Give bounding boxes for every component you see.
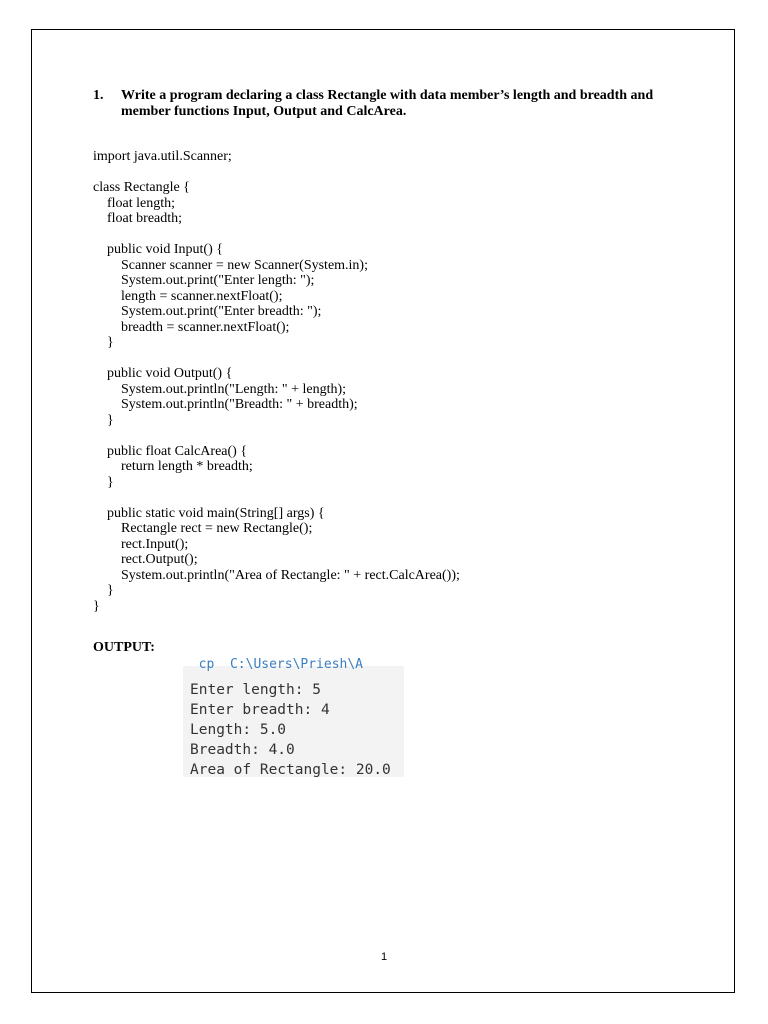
code-line	[93, 165, 693, 181]
question-text: Write a program declaring a class Rectangle with data member’s length and breadth and member functions Input, Output and CalcArea.	[121, 88, 654, 119]
code-line	[93, 351, 693, 367]
code-line: rect.Input();	[93, 536, 189, 552]
code-line	[93, 428, 693, 444]
output-heading: OUTPUT:	[93, 640, 155, 655]
code-line: Rectangle rect = new Rectangle();	[93, 521, 313, 536]
code-line: class Rectangle {	[93, 180, 190, 195]
code-line	[93, 227, 693, 243]
code-line: public void Input() {	[93, 242, 223, 257]
code-line: }	[93, 583, 114, 598]
code-line: System.out.print("Enter breadth: ");	[93, 304, 322, 319]
code-line: public static void main(String[] args) {	[93, 505, 325, 521]
code-line: }	[93, 474, 114, 490]
code-line: public void Output() {	[93, 366, 233, 381]
question-number: 1.	[93, 88, 104, 103]
code-block	[93, 149, 693, 614]
code-line: System.out.print("Enter length: ");	[93, 273, 315, 288]
code-line: import java.util.Scanner;	[93, 149, 232, 164]
question	[93, 88, 683, 119]
code-line	[93, 490, 693, 506]
code-line: rect.Output();	[93, 552, 198, 567]
page-number: 1	[380, 951, 388, 963]
console-output-line: Length: 5.0	[190, 722, 287, 738]
code-line: public float CalcArea() {	[93, 443, 248, 459]
code-line: System.out.println("Area of Rectangle: " + rect.CalcArea());	[93, 567, 460, 583]
console-output-line: Area of Rectangle: 20.0	[190, 762, 391, 778]
code-line: length = scanner.nextFloat();	[93, 288, 283, 304]
code-line: }	[93, 598, 100, 614]
console-output-line: Breadth: 4.0	[190, 742, 295, 758]
code-line: breadth = scanner.nextFloat();	[93, 319, 290, 335]
code-line: float length;	[93, 195, 176, 211]
code-line: return length * breadth;	[93, 459, 253, 474]
console-cut-line: cp C:\Users\Priesh\A	[183, 657, 364, 672]
code-line: Scanner scanner = new Scanner(System.in);	[93, 257, 368, 273]
code-line: }	[93, 412, 114, 428]
code-line: System.out.println("Length: " + length);	[93, 381, 347, 397]
code-line: float breadth;	[93, 211, 183, 226]
console-output-screenshot	[183, 657, 404, 778]
console-output-lines	[190, 680, 391, 780]
code-line: }	[93, 335, 114, 350]
console-output-line: Enter breadth: 4	[190, 702, 330, 718]
console-output-line: Enter length: 5	[190, 682, 321, 698]
code-line: System.out.println("Breadth: " + breadth);	[93, 397, 358, 412]
